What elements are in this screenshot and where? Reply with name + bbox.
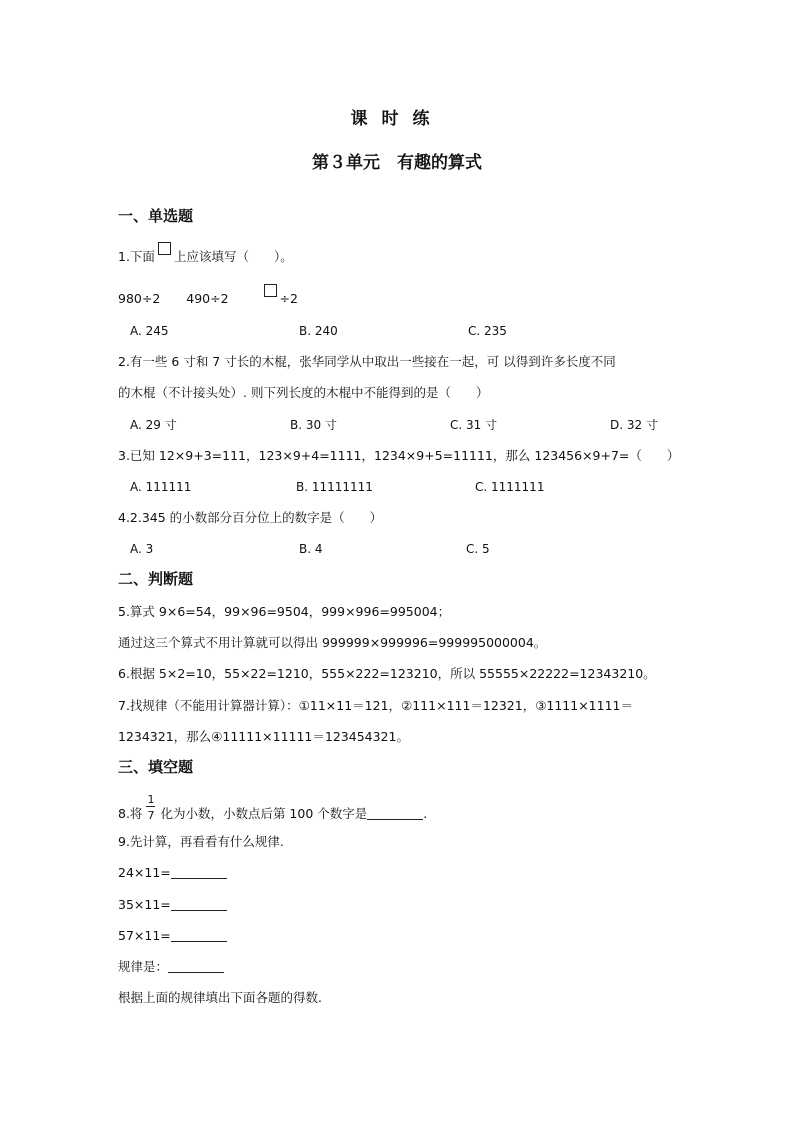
question-9-expression-1 bbox=[118, 864, 227, 882]
question-1-option-c[interactable]: C. 235 bbox=[468, 324, 507, 338]
worksheet-title: 课时练 bbox=[350, 109, 444, 129]
question-1-option-b[interactable]: B. 240 bbox=[299, 324, 338, 338]
question-8-answer-blank[interactable] bbox=[367, 807, 423, 820]
sequence-term-3: ÷2 bbox=[279, 291, 298, 306]
question-9-intro: 9.先计算，再看看有什么规律. bbox=[118, 834, 284, 849]
expression-2-answer-blank[interactable] bbox=[171, 898, 227, 911]
fraction-numerator: 1 bbox=[147, 793, 155, 806]
section-heading-true-false: 二、判断题 bbox=[118, 570, 194, 588]
question-2-option-a[interactable]: A. 29 寸 bbox=[130, 418, 177, 432]
question-6: 6.根据 5×2=10，55×22=1210，555×222=123210，所以 55555×22222=12343210。 bbox=[118, 666, 656, 681]
section-heading-fill-blank: 三、填空题 bbox=[118, 758, 194, 776]
question-1 bbox=[118, 248, 293, 266]
section-heading-single-choice: 一、单选题 bbox=[118, 207, 194, 225]
expression-text: 57×11= bbox=[118, 928, 171, 943]
question-3-option-b[interactable]: B. 11111111 bbox=[296, 480, 373, 494]
rule-answer-blank[interactable] bbox=[168, 960, 224, 973]
fraction-denominator: 7 bbox=[147, 809, 155, 822]
question-2-line-1: 2.有一些 6 寸和 7 寸长的木棍，张华同学从中取出一些接在一起，可 以得到许多长度不同 bbox=[118, 354, 616, 369]
question-8 bbox=[118, 793, 428, 823]
rule-label: 规律是： bbox=[118, 959, 169, 974]
question-2-option-c[interactable]: C. 31 寸 bbox=[450, 418, 498, 432]
question-7-line-2: 1234321，那么④11111×11111＝123454321。 bbox=[118, 729, 409, 744]
question-5-line-1: 5.算式 9×6=54，99×96=9504，999×996=995004； bbox=[118, 604, 451, 619]
question-9-expression-3 bbox=[118, 927, 227, 945]
question-3-option-a[interactable]: A. 111111 bbox=[130, 480, 192, 494]
question-2-option-d[interactable]: D. 32 寸 bbox=[610, 418, 658, 432]
question-1-text-post: 上应该填写（ ）。 bbox=[173, 249, 293, 264]
unit-title: 第３单元 有趣的算式 bbox=[312, 153, 482, 173]
question-8-text-end: . bbox=[423, 806, 428, 821]
fraction-one-seventh bbox=[146, 793, 156, 822]
question-1-text-pre: 1.下面 bbox=[118, 249, 155, 264]
question-2-line-2: 的木棍（不计接头处）. 则下列长度的木棍中不能得到的是（ ） bbox=[118, 385, 489, 400]
question-3-option-c[interactable]: C. 1111111 bbox=[475, 480, 545, 494]
question-8-text-pre: 8.将 bbox=[118, 806, 143, 821]
question-2-option-b[interactable]: B. 30 寸 bbox=[290, 418, 337, 432]
sequence-term-1: 980÷2 bbox=[118, 291, 161, 306]
question-3: 3.已知 12×9+3=111，123×9+4=1111，1234×9+5=11111，那么 123456×9+7=（ ） bbox=[118, 448, 680, 463]
answer-box-icon bbox=[158, 242, 171, 255]
expression-1-answer-blank[interactable] bbox=[171, 866, 227, 879]
question-8-text-post: 化为小数，小数点后第 100 个数字是 bbox=[160, 806, 368, 821]
question-7-line-1: 7.找规律（不能用计算器计算）：①11×11＝121，②111×111＝12321，③1111×1111＝ bbox=[118, 698, 633, 713]
answer-box-icon bbox=[264, 284, 277, 297]
question-4-option-c[interactable]: C. 5 bbox=[466, 542, 490, 556]
question-4: 4.2.345 的小数部分百分位上的数字是（ ） bbox=[118, 510, 383, 525]
expression-text: 35×11= bbox=[118, 897, 171, 912]
question-4-option-a[interactable]: A. 3 bbox=[130, 542, 154, 556]
sequence-term-2: 490÷2 bbox=[186, 291, 229, 306]
question-4-option-b[interactable]: B. 4 bbox=[299, 542, 323, 556]
question-5-line-2: 通过这三个算式不用计算就可以得出 999999×999996=999995000004。 bbox=[118, 635, 547, 650]
question-9-rule bbox=[118, 958, 224, 976]
expression-text: 24×11= bbox=[118, 865, 171, 880]
question-1-sequence bbox=[118, 290, 298, 308]
expression-3-answer-blank[interactable] bbox=[171, 929, 227, 942]
question-9-outro: 根据上面的规律填出下面各题的得数. bbox=[118, 990, 322, 1005]
question-1-option-a[interactable]: A. 245 bbox=[130, 324, 169, 338]
question-9-expression-2 bbox=[118, 896, 227, 914]
